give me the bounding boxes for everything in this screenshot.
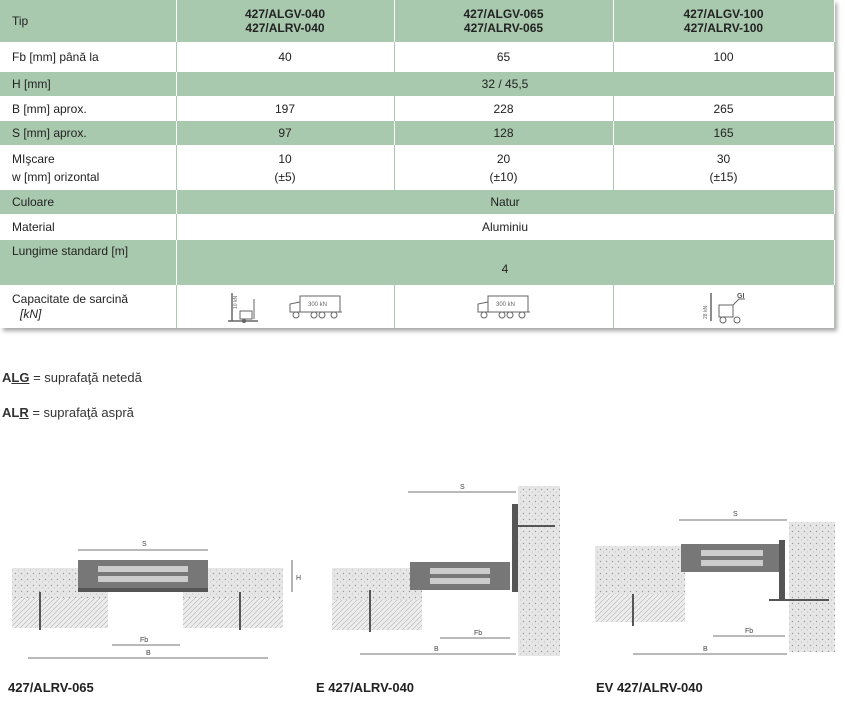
concrete-left	[332, 568, 422, 600]
header-col-100-line2: 427/ALRV-100	[683, 21, 764, 35]
header-col-040-line2: 427/ALRV-040	[245, 21, 325, 35]
table-header-row	[0, 0, 834, 42]
profile-insert	[98, 576, 188, 582]
row-label: H [mm]	[0, 72, 176, 96]
legend-alg-text: = suprafaţă netedă	[29, 370, 142, 385]
profile-insert	[430, 568, 490, 574]
cell-value: 97	[176, 121, 394, 145]
row-label	[0, 285, 176, 328]
cell-value-line2: (±5)	[274, 169, 296, 184]
truck-icon-text: 300 kN	[495, 301, 515, 308]
row-label: Lungime standard [m]	[0, 240, 176, 285]
dim-label-b: B	[434, 646, 439, 653]
header-col-065-line1: 427/ALGV-065	[463, 7, 544, 21]
header-col-065-line2: 427/ALRV-065	[463, 21, 544, 35]
cell-value-line2: (±10)	[489, 169, 518, 184]
cell-value: 40	[176, 42, 394, 72]
legend-alr-text: = suprafaţă aspră	[28, 405, 134, 420]
table-row	[0, 96, 834, 121]
caption-drawing-1: 427/ALRV-065	[8, 680, 94, 695]
table-row	[0, 190, 834, 214]
cell-value: 265	[613, 96, 834, 121]
profile-body	[78, 560, 208, 590]
spec-table	[0, 0, 835, 328]
forklift-icon	[224, 289, 264, 325]
cell-value: 65	[394, 42, 613, 72]
screed-right	[183, 598, 283, 628]
row-label: Fb [mm] până la	[0, 42, 176, 72]
wall-angle	[779, 540, 785, 600]
header-tip: Tip	[0, 0, 176, 42]
forklift-icon-text: 28 kN	[702, 305, 709, 319]
cell-icons	[394, 285, 613, 328]
screed-left	[332, 600, 422, 630]
dim-label-s: S	[460, 484, 465, 491]
table-row	[0, 72, 834, 96]
cell-value-line1: 30	[716, 151, 731, 166]
wall-concrete	[789, 522, 835, 652]
header-col-100-line1: 427/ALGV-100	[683, 7, 764, 21]
cell-value: 4	[176, 240, 834, 285]
forklift-icon-text: 10 kN	[233, 295, 240, 309]
table-row	[0, 240, 834, 285]
profile-insert	[701, 560, 763, 566]
table-row	[0, 145, 834, 190]
header-col-100	[613, 0, 834, 42]
cell-value: 165	[613, 121, 834, 145]
table-row	[0, 42, 834, 72]
row-label: B [mm] aprox.	[0, 96, 176, 121]
cell-value: 100	[613, 42, 834, 72]
legend-alr-key: R	[19, 405, 29, 420]
forklift-icon	[699, 289, 749, 325]
table-row	[0, 285, 834, 328]
screed-left	[595, 594, 685, 622]
row-label: Culoare	[0, 190, 176, 214]
cell-value: 32 / 45,5	[176, 72, 834, 96]
truck-icon	[286, 292, 346, 322]
cell-value	[394, 145, 613, 190]
header-col-065	[394, 0, 613, 42]
profile-insert	[430, 578, 490, 584]
row-label	[0, 145, 176, 190]
dim-label-h: H	[296, 575, 302, 582]
dim-label-fb: Fb	[140, 637, 149, 644]
cell-value	[613, 145, 834, 190]
cell-value: 228	[394, 96, 613, 121]
wall-concrete	[518, 486, 560, 656]
drawing-ev-427-alrv-040	[593, 500, 838, 665]
legend-alg	[2, 370, 142, 385]
dim-label-s: S	[142, 541, 147, 548]
forklift-icon-text: GI	[736, 292, 744, 300]
screed-left	[12, 598, 108, 628]
cell-value: Natur	[176, 190, 834, 214]
legend-alg-key: LG	[11, 370, 30, 385]
drawing-427-alrv-065	[8, 530, 308, 665]
concrete-left	[595, 546, 685, 594]
truck-icon	[474, 292, 534, 322]
row-label-line1: Capacitate de sarcină	[12, 291, 129, 306]
row-label-line2: w [mm] orizontal	[12, 169, 100, 184]
wall-angle	[512, 504, 518, 592]
cell-icons	[613, 285, 834, 328]
cell-value-line1: 20	[496, 151, 511, 166]
profile-body	[681, 544, 781, 572]
row-label-line1: MIşcare	[12, 151, 55, 166]
dim-label-fb: Fb	[745, 628, 754, 635]
legend-alr-prefix: AL	[2, 405, 20, 420]
row-label: S [mm] aprox.	[0, 121, 176, 145]
profile-insert	[98, 566, 188, 572]
spec-table-container	[0, 0, 834, 328]
table-row	[0, 121, 834, 145]
cell-icons	[176, 285, 394, 328]
profile-base	[78, 588, 208, 592]
dim-label-fb: Fb	[474, 630, 483, 637]
dim-label-b: B	[703, 646, 708, 653]
caption-drawing-3: EV 427/ALRV-040	[596, 680, 703, 695]
cell-value: 197	[176, 96, 394, 121]
cell-value-line1: 10	[278, 151, 292, 166]
row-label-unit: [kN]	[20, 306, 42, 321]
cell-value: Aluminiu	[176, 214, 834, 240]
cell-value-line2: (±15)	[709, 169, 738, 184]
drawing-e-427-alrv-040	[330, 482, 565, 667]
truck-icon-text: 300 kN	[307, 301, 327, 308]
caption-drawing-2: E 427/ALRV-040	[316, 680, 415, 695]
dim-label-b: B	[146, 650, 151, 657]
cell-value: 128	[394, 121, 613, 145]
row-label: Material	[0, 214, 176, 240]
cell-value	[176, 145, 394, 190]
legend-alr	[2, 405, 134, 420]
legend-alg-prefix: A	[2, 370, 12, 385]
profile-insert	[701, 550, 763, 556]
profile-body	[410, 562, 510, 590]
dim-label-s: S	[733, 511, 738, 518]
table-row	[0, 214, 834, 240]
header-col-040	[176, 0, 394, 42]
header-col-040-line1: 427/ALGV-040	[244, 7, 326, 21]
